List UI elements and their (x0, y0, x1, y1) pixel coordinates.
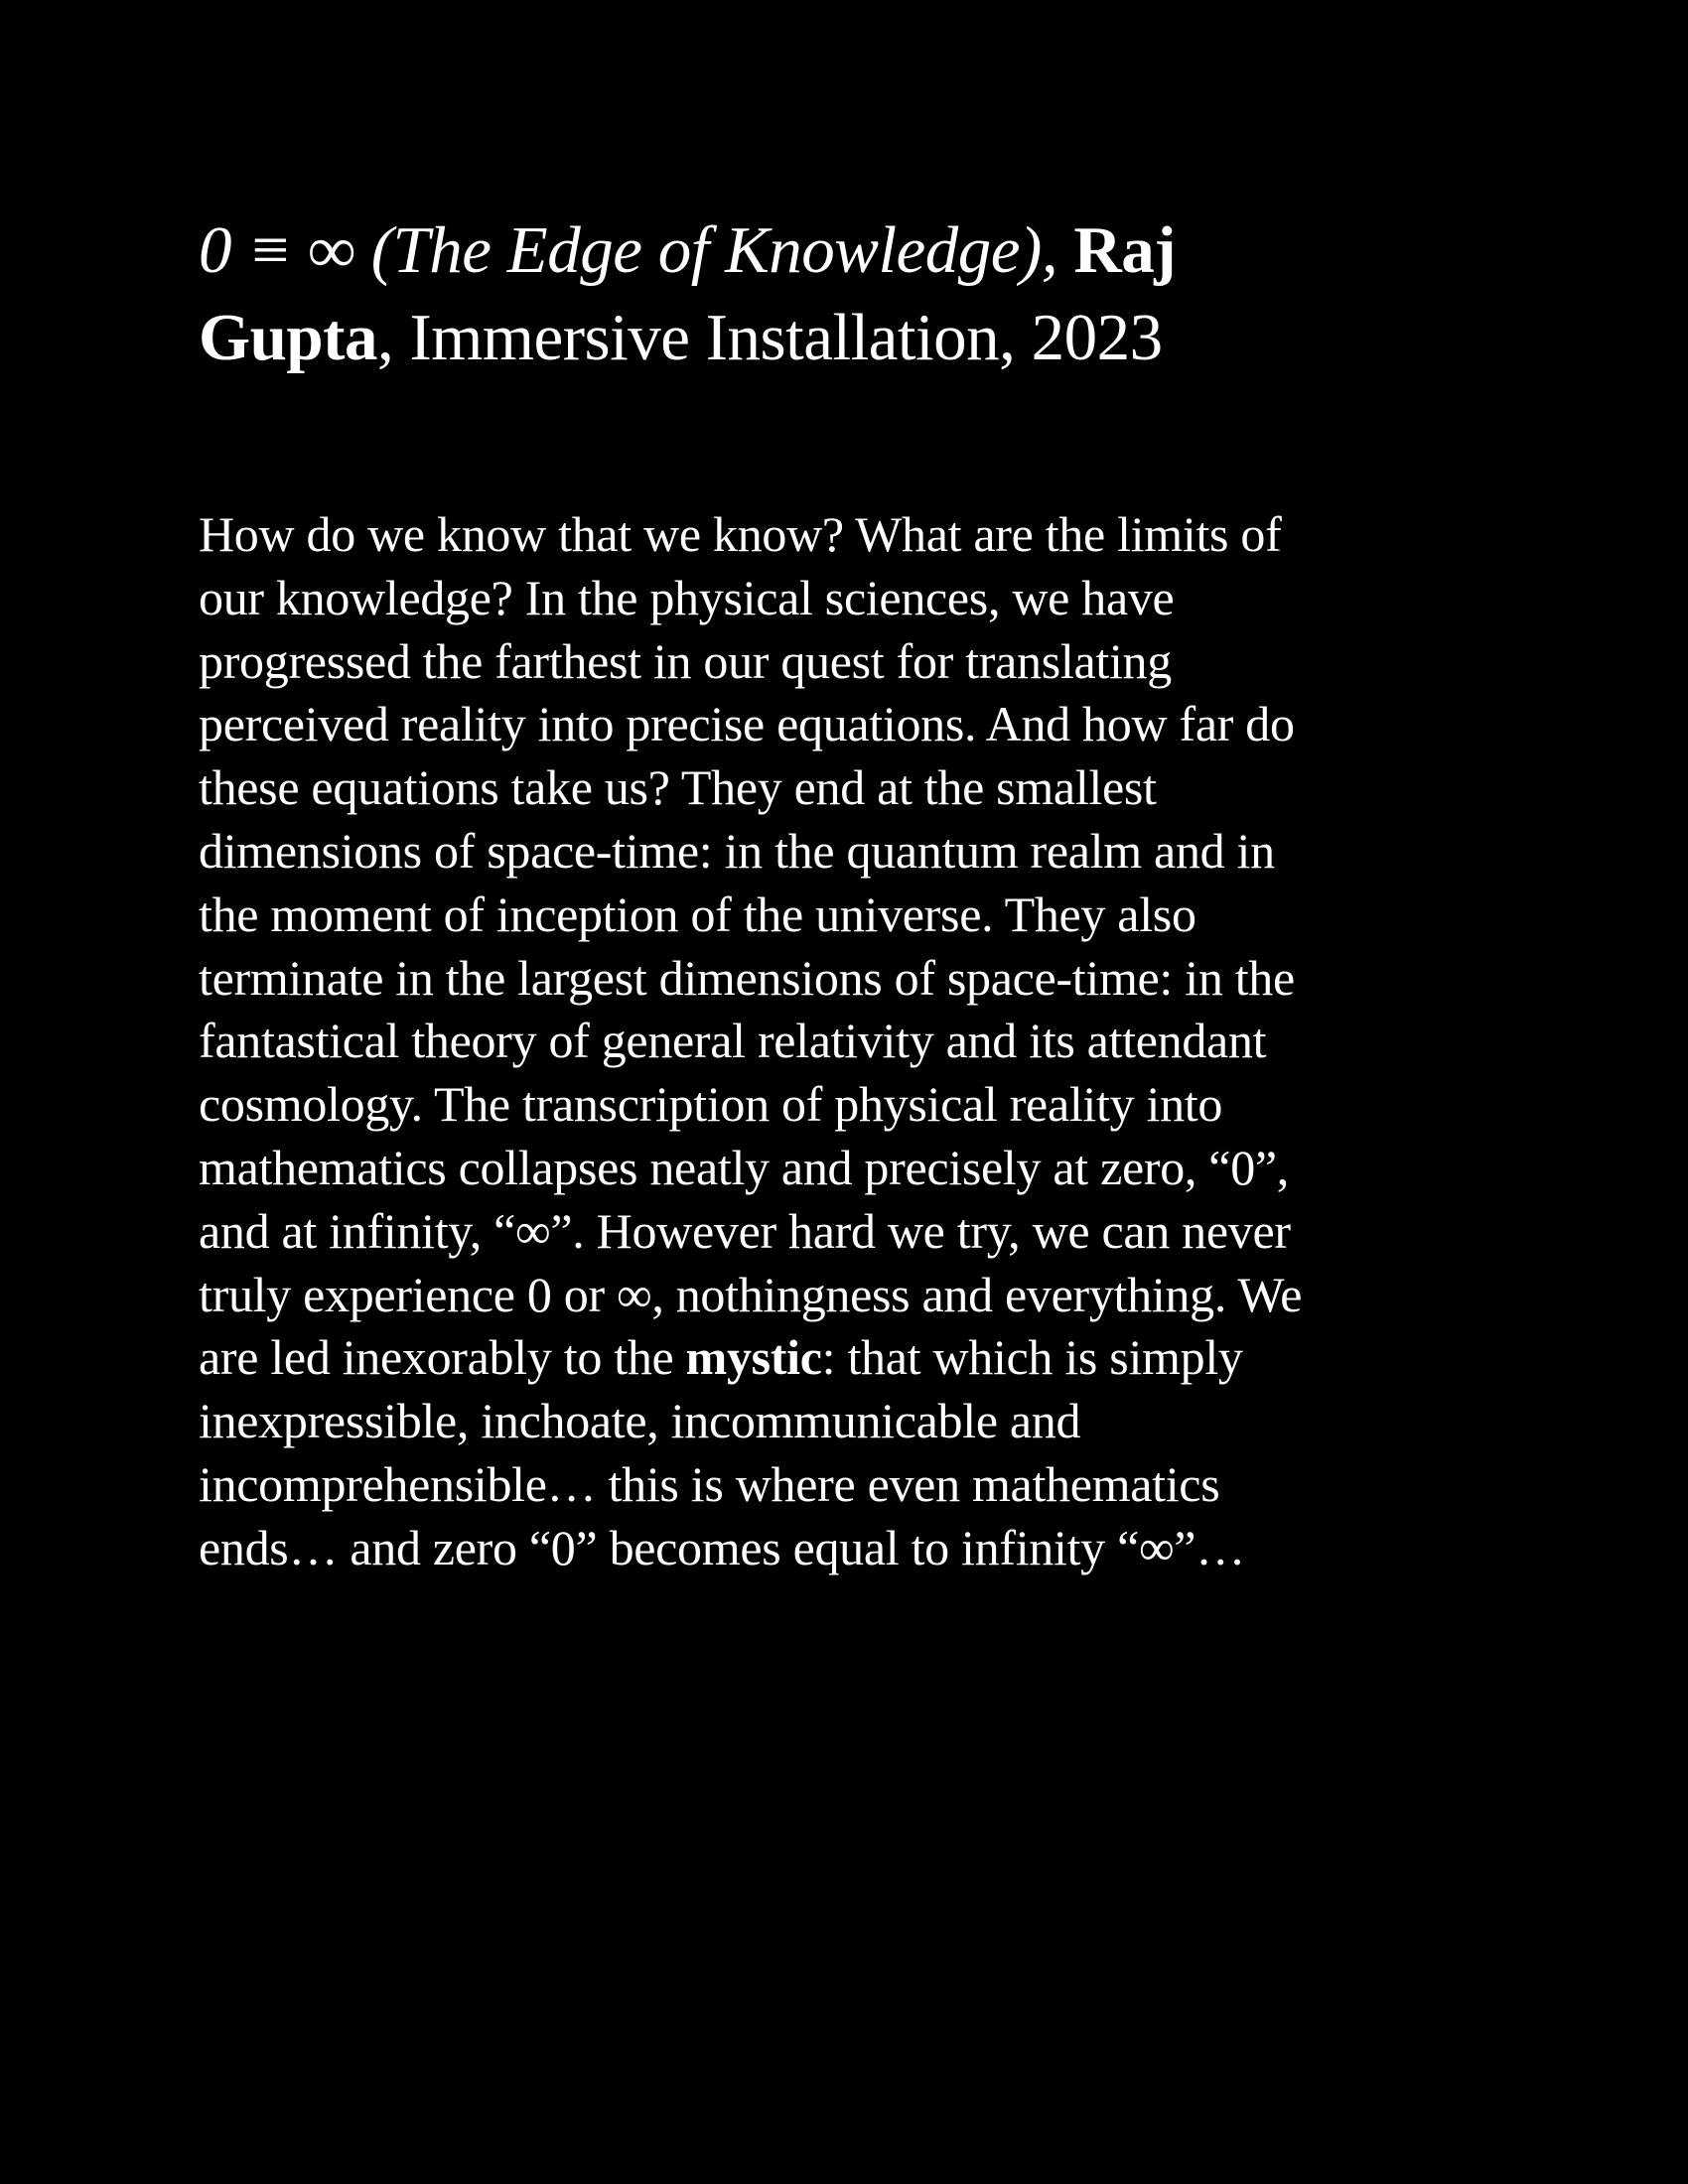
mystic-line-before: are led inexorably to the (199, 1329, 686, 1386)
statement-line: incomprehensible… this is where even mathematics (199, 1455, 1220, 1512)
statement-line-mystic (199, 1326, 1489, 1390)
mystic-line-after: : that which is simply (821, 1329, 1243, 1386)
statement-line: and at infinity, “∞”. However hard we try, we can never (199, 1202, 1291, 1259)
artist-first-name: Raj (1073, 213, 1177, 287)
statement-line: mathematics collapses neatly and precisely at zero, “0”, (199, 1139, 1289, 1195)
statement-line: truly experience 0 or ∞, nothingness and everything. We (199, 1266, 1303, 1322)
statement-line: ends… and zero “0” becomes equal to infinity “∞”… (199, 1519, 1245, 1575)
statement-line: terminate in the largest dimensions of space-time: in the (199, 949, 1295, 1006)
statement-line: dimensions of space-time: in the quantum realm and in (199, 822, 1275, 879)
statement-line: these equations take us? They end at the smallest (199, 759, 1157, 816)
statement-line: progressed the farthest in our quest for translating (199, 632, 1172, 689)
statement-line: How do we know that we know? What are the limits of (199, 506, 1282, 562)
artwork-caption (199, 206, 1450, 381)
artist-statement (199, 503, 1489, 1580)
artwork-title: 0 ≡ ∞ (The Edge of Knowledge), (199, 213, 1058, 287)
statement-line: our knowledge? In the physical sciences, we have (199, 569, 1175, 625)
statement-line: cosmology. The transcription of physical reality into (199, 1076, 1223, 1133)
artwork-details: , Immersive Installation, 2023 (376, 301, 1163, 374)
artist-last-name: Gupta (199, 301, 377, 374)
statement-line: perceived reality into precise equations. And how far do (199, 696, 1295, 752)
statement-line: fantastical theory of general relativity and its attendant (199, 1013, 1267, 1069)
statement-line: the moment of inception of the universe. They also (199, 886, 1196, 942)
statement-line: inexpressible, inchoate, incommunicable and (199, 1393, 1081, 1449)
mystic-emphasis: mystic (685, 1329, 822, 1386)
